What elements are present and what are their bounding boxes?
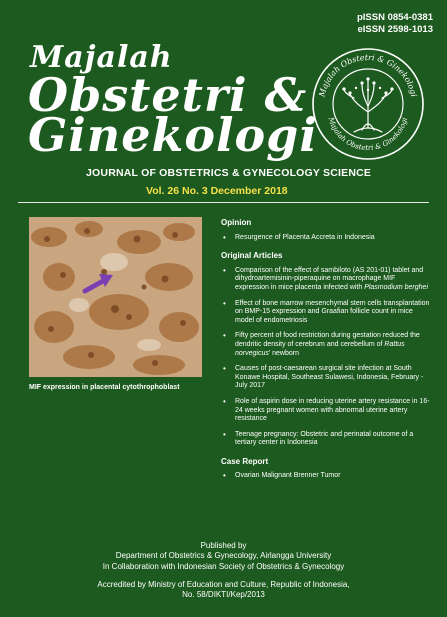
- species-name: Rattus norvegicus: [235, 340, 405, 357]
- section-heading-case-report: Case Report: [221, 456, 269, 466]
- toc-item-title: Teenage pregnancy: Obstetric and perinatal outcome of a tertiary center in Indonesia: [235, 430, 414, 447]
- toc-item-title: Comparison of the effect of sambiloto (AS 201-01) tablet and dihydroartemisinin-piperaquine on macrophage MIF expression in mice placenta infected with Plasmodium berghei: [235, 266, 428, 291]
- seal-text-top: Majalah Obstetri & Ginekologi: [317, 52, 419, 98]
- header-divider: [18, 202, 429, 203]
- toc-item-title: Causes of post-caesarean surgical site infection at South Konawe Hospital, Southeast Sulawesi, Indonesia, February - July 2017: [235, 365, 424, 390]
- toc-item: [221, 431, 431, 448]
- bullet-icon: •: [223, 429, 226, 439]
- figure-caption: MIF expression in placental cytothrophoblast: [29, 384, 180, 391]
- masthead-line-1: Majalah: [30, 40, 173, 75]
- histology-micrograph: [29, 217, 202, 377]
- toc-item: [221, 267, 431, 293]
- bullet-icon: •: [223, 396, 226, 406]
- toc-item: [221, 398, 431, 424]
- bullet-icon: •: [223, 364, 226, 374]
- toc-item-title: Fifty percent of food restriction during gestation reduced the dendritic density of cerebrum and cerebellum of Rattus norvegicus' newborn: [235, 332, 420, 357]
- journal-subtitle: JOURNAL OF OBSTETRICS & GYNECOLOGY SCIENCE: [86, 167, 372, 179]
- issn-block: [357, 12, 433, 36]
- masthead-line-2: Obstetri &: [28, 68, 308, 122]
- seal-text-bottom: Majalah Obstetri & Ginekologi: [326, 116, 410, 153]
- section-heading-original-articles: Original Articles: [221, 251, 283, 261]
- publisher-block: [0, 541, 447, 572]
- histology-image: [29, 217, 202, 377]
- section-heading-opinion: Opinion: [221, 218, 252, 227]
- accreditation-block: [0, 580, 447, 601]
- journal-seal-logo: [310, 46, 426, 162]
- accreditation-decree: No. 58/DIKTI/Kep/2013: [182, 590, 265, 600]
- toc-item: [221, 300, 431, 326]
- print-issn: pISSN 0854-0381: [356, 12, 433, 23]
- toc-item: [221, 234, 431, 243]
- species-name: Plasmodium berghei: [364, 283, 428, 291]
- masthead-line-3: Ginekologi: [28, 108, 318, 162]
- toc-item-title: Role of aspirin dose in reducing uterine artery resistance in 16-24 weeks pregnant women with abnormal uterine artery resistance: [235, 397, 430, 423]
- bullet-icon: •: [223, 265, 226, 275]
- bullet-icon: •: [223, 471, 226, 481]
- accreditation-text: Accredited by Ministry of Education and Culture, Republic of Indonesia,: [97, 580, 350, 589]
- table-of-contents: [221, 219, 431, 488]
- tree-icon: [344, 80, 392, 132]
- electronic-issn: eISSN 2598-1013: [357, 24, 433, 35]
- toc-item: [221, 332, 431, 358]
- published-by-label: Published by: [200, 541, 247, 550]
- volume-issue: Vol. 26 No. 3 December 2018: [146, 185, 288, 197]
- toc-item: [221, 472, 431, 481]
- publisher-collaboration: In Collaboration with Indonesian Society of Obstetrics & Gynecology: [102, 561, 345, 571]
- toc-item-title: Effect of bone marrow mesenchymal stem cells transplantation on BMP-15 expression and Graafian follicle count in mice model of endometriosis: [235, 299, 430, 324]
- toc-item: [221, 365, 431, 391]
- bullet-icon: •: [223, 331, 226, 341]
- publisher-department: Department of Obstetrics & Gynecology, Airlangga University: [115, 551, 332, 561]
- bullet-icon: •: [223, 232, 226, 242]
- bullet-icon: •: [223, 298, 226, 308]
- toc-item-title: Resurgence of Placenta Accreta in Indonesia: [235, 233, 375, 241]
- toc-item-title: Ovarian Malignant Brenner Tumor: [235, 472, 341, 480]
